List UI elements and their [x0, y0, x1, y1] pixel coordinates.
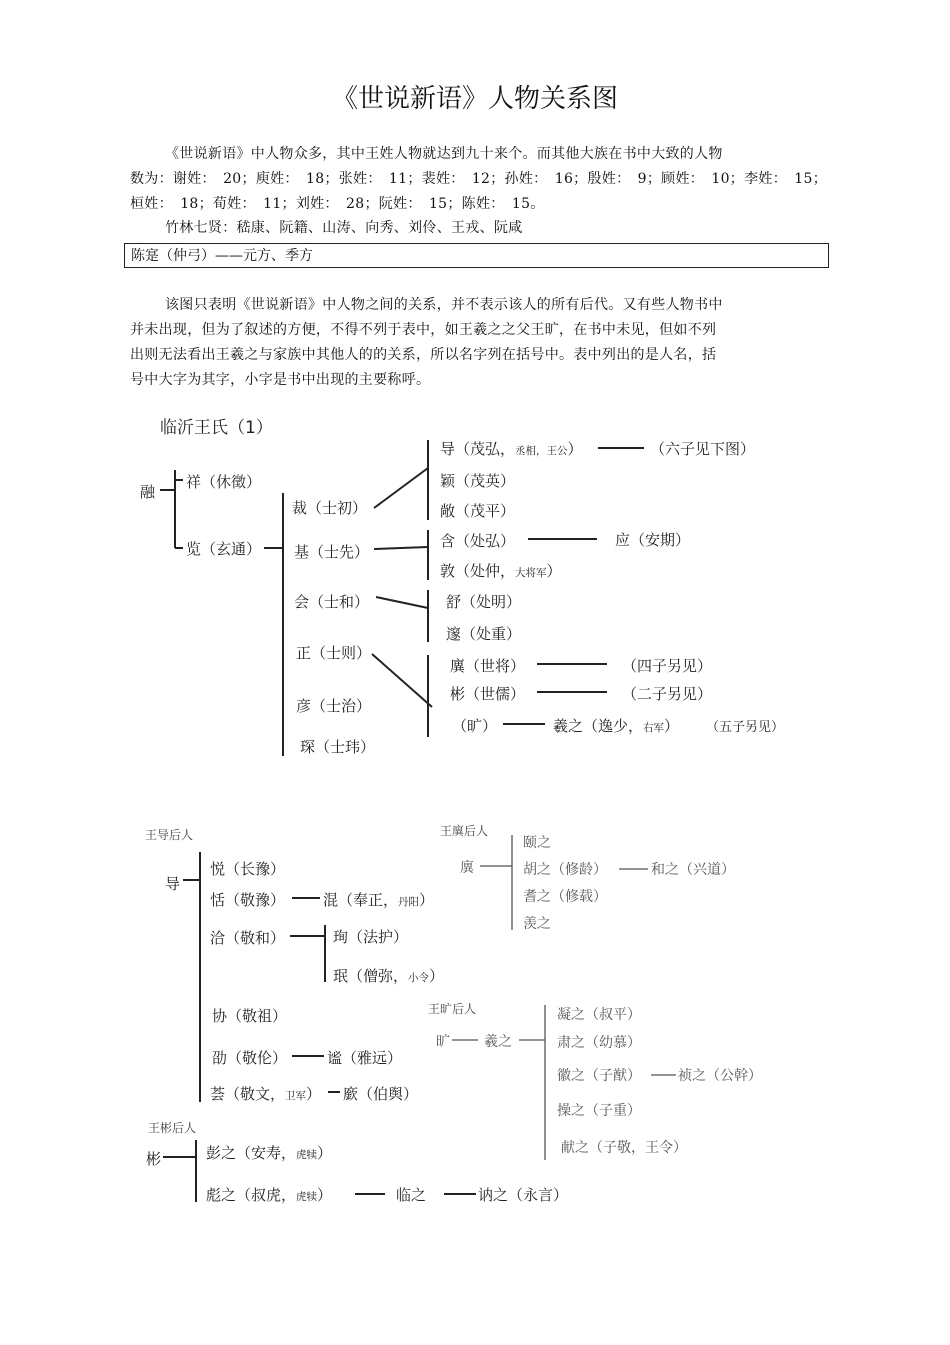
person-min: 珉（僧弥，小令）	[333, 967, 445, 985]
person-dao-note: （六子见下图）	[650, 440, 756, 458]
person-dao-root: 导	[165, 875, 181, 893]
person-rong: 融	[140, 483, 156, 501]
person-linzhi: 临之	[396, 1186, 427, 1204]
person-dao: 导（茂弘，丞相，王公）	[440, 440, 583, 458]
person-hun: 混（奉正，丹阳）	[323, 891, 435, 909]
person-xianzhi: 羡之	[523, 916, 551, 932]
person-ying: 颖（茂英）	[440, 472, 516, 490]
person-shao: 劭（敬伦）	[212, 1049, 288, 1067]
person-dun: 敦（处仲，大将军）	[440, 562, 562, 580]
person-tian: 恬（敬豫）	[210, 891, 286, 909]
intro-line-4: 竹林七贤：嵇康、阮籍、山涛、向秀、刘伶、王戎、阮咸	[165, 220, 523, 236]
note-line-1: 该图只表明《世说新语》中人物之间的关系，并不表示该人的所有后代。又有些人物书中	[165, 297, 723, 313]
person-nezhi: 讷之（永言）	[478, 1186, 569, 1204]
person-sui: 邃（处重）	[446, 625, 522, 643]
person-qia: 洽（敬和）	[210, 929, 286, 947]
person-ningzhi: 凝之（叔平）	[557, 1007, 641, 1023]
person-mi: 谧（雅远）	[327, 1049, 403, 1067]
person-cai: 裁（士初）	[292, 499, 368, 517]
person-kuang: （旷）	[452, 717, 498, 735]
person-qizhi: 耆之（修载）	[523, 889, 607, 905]
dao-heading: 王导后人	[145, 828, 194, 842]
note-line-3: 出则无法看出王羲之与家族中其他人的的关系，所以名字列在括号中。表中列出的是人名，括	[130, 347, 717, 363]
person-yan: 彦（士治）	[296, 697, 372, 715]
yi-heading: 王廙后人	[440, 824, 489, 838]
intro-line-1: 《世说新语》中人物众多，其中王姓人物就达到九十来个。而其他大族在书中大致的人物	[165, 146, 723, 162]
person-xin: 廞（伯舆）	[343, 1085, 419, 1103]
person-kuang-root: 旷	[436, 1034, 450, 1050]
note-line-2: 并未出现，但为了叙述的方便，不得不列于表中，如王羲之之父王旷，在书中未见，但如不列	[130, 322, 717, 338]
intro-line-3: 桓姓： 18；荀姓： 11；刘姓： 28；阮姓： 15；陈姓： 15。	[130, 196, 545, 212]
person-bin-root: 彬	[146, 1150, 162, 1168]
person-ji: 基（士先）	[294, 543, 370, 561]
kuang-heading: 王旷后人	[428, 1002, 477, 1016]
person-yue: 悦（长豫）	[210, 860, 286, 878]
person-chang: 敞（茂平）	[440, 502, 516, 520]
person-yi-note: （四子另见）	[622, 657, 713, 675]
person-xianzhi2: 献之（子敬，王令）	[561, 1140, 687, 1156]
person-xizhi: 羲之（逸少，右军）	[553, 717, 680, 735]
note-line-4: 号中大字为其字，小字是书中出现的主要称呼。	[130, 372, 431, 388]
person-huzhi: 胡之（修龄）	[523, 862, 607, 878]
person-ying2: 应（安期）	[615, 531, 691, 549]
person-hui2: 荟（敬文，卫军）	[210, 1085, 322, 1103]
person-hui: 会（士和）	[294, 593, 370, 611]
person-bin: 彬（世儒）	[450, 685, 526, 703]
person-huizhi: 徽之（子猷）	[557, 1068, 641, 1084]
person-yi-root: 廙	[460, 860, 474, 876]
chart1-heading: 临沂王氏（1）	[160, 418, 273, 438]
person-shu: 舒（处明）	[446, 593, 522, 611]
person-xun: 珣（法护）	[333, 928, 409, 946]
person-lan: 览（玄通）	[186, 540, 262, 558]
person-bin-note: （二子另见）	[622, 685, 713, 703]
person-xizhi-root: 羲之	[484, 1034, 512, 1050]
intro-line-2: 数为：谢姓： 20；庾姓： 18；张姓： 11；裴姓： 12；孙姓： 16；殷姓： 9；顾姓： 10；李姓： 15；	[130, 171, 828, 187]
person-yi: 廙（世将）	[450, 657, 526, 675]
person-yizhi: 颐之	[523, 835, 551, 851]
person-xiang: 祥（休徵）	[186, 473, 262, 491]
person-chen: 琛（士玮）	[300, 738, 376, 756]
person-biaozhi: 彪之（叔虎，虎犊）	[206, 1186, 333, 1204]
person-suzhi: 肃之（幼慕）	[557, 1035, 641, 1051]
person-zhenzhi: 祯之（公幹）	[678, 1068, 762, 1084]
boxed-note: 陈寔（仲弓）——元方、季方	[124, 243, 829, 268]
person-pengzhi: 彭之（安寿，虎犊）	[206, 1144, 333, 1162]
person-caozhi: 操之（子重）	[557, 1103, 641, 1119]
person-xizhi-note: （五子另见）	[706, 720, 785, 735]
person-zheng: 正（士则）	[296, 644, 372, 662]
person-xie: 协（敬祖）	[212, 1007, 288, 1025]
page-title: 《世说新语》人物关系图	[331, 84, 618, 114]
person-han: 含（处弘）	[440, 532, 516, 550]
person-hezhi: 和之（兴道）	[651, 862, 735, 878]
bin-heading: 王彬后人	[148, 1121, 197, 1135]
